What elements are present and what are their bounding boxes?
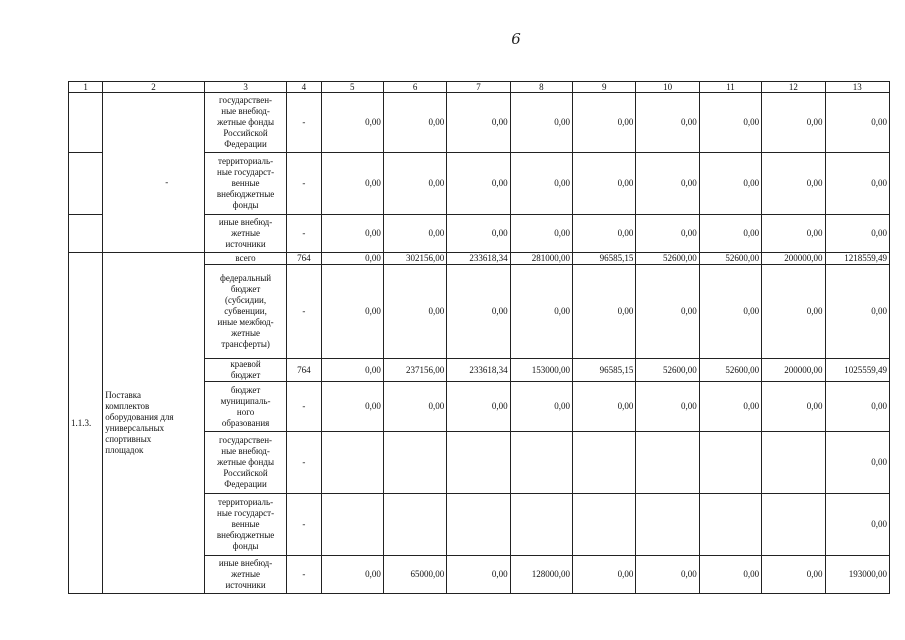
header-cell: 7 bbox=[447, 82, 510, 93]
value-cell bbox=[699, 494, 761, 556]
value-cell: 0,00 bbox=[825, 153, 889, 215]
kbk-cell: 764 bbox=[287, 253, 321, 265]
value-cell: 52600,00 bbox=[699, 359, 761, 382]
value-cell bbox=[510, 494, 572, 556]
value-cell: 0,00 bbox=[447, 556, 510, 594]
value-cell: 0,00 bbox=[762, 556, 825, 594]
header-cell: 5 bbox=[321, 82, 383, 93]
value-cell bbox=[699, 432, 761, 494]
value-cell: 233618,34 bbox=[447, 253, 510, 265]
value-cell: 302156,00 bbox=[383, 253, 446, 265]
value-cell: 233618,34 bbox=[447, 359, 510, 382]
value-cell: 0,00 bbox=[321, 215, 383, 253]
value-cell: 0,00 bbox=[573, 556, 636, 594]
kbk-cell: - bbox=[287, 215, 321, 253]
value-cell bbox=[321, 494, 383, 556]
value-cell: 0,00 bbox=[573, 153, 636, 215]
table-row bbox=[69, 93, 890, 153]
value-cell: 153000,00 bbox=[510, 359, 572, 382]
value-cell: 200000,00 bbox=[762, 253, 825, 265]
source-cell: государствен- ные внебюд- жетные фонды Российской Федерации bbox=[204, 432, 287, 494]
header-cell: 11 bbox=[699, 82, 761, 93]
value-cell: 0,00 bbox=[321, 153, 383, 215]
value-cell: 0,00 bbox=[762, 215, 825, 253]
header-row bbox=[69, 82, 890, 93]
header-cell: 3 bbox=[204, 82, 287, 93]
value-cell: 0,00 bbox=[383, 215, 446, 253]
value-cell: 0,00 bbox=[573, 93, 636, 153]
source-cell: всего bbox=[204, 253, 287, 265]
value-cell: 0,00 bbox=[762, 265, 825, 359]
value-cell: 0,00 bbox=[573, 215, 636, 253]
budget-table bbox=[68, 81, 890, 594]
value-cell: 0,00 bbox=[699, 382, 761, 432]
value-cell: 96585,15 bbox=[573, 253, 636, 265]
value-cell: 0,00 bbox=[321, 265, 383, 359]
value-cell: 0,00 bbox=[321, 556, 383, 594]
value-cell bbox=[573, 432, 636, 494]
item-code-cell: 1.1.3. bbox=[69, 253, 103, 594]
value-cell: 0,00 bbox=[383, 93, 446, 153]
source-cell: государствен- ные внебюд- жетные фонды Российской Федерации bbox=[204, 93, 287, 153]
source-cell: бюджет муниципаль- ного образования bbox=[204, 382, 287, 432]
value-cell: 1025559,49 bbox=[825, 359, 889, 382]
value-cell bbox=[383, 494, 446, 556]
value-cell bbox=[321, 432, 383, 494]
value-cell: 0,00 bbox=[825, 93, 889, 153]
value-cell: 0,00 bbox=[699, 556, 761, 594]
kbk-cell: 764 bbox=[287, 359, 321, 382]
value-cell: 0,00 bbox=[573, 382, 636, 432]
value-cell bbox=[636, 432, 699, 494]
source-cell: территориаль- ные государст- венные внебюджетные фонды bbox=[204, 494, 287, 556]
value-cell bbox=[510, 432, 572, 494]
value-cell bbox=[383, 432, 446, 494]
value-cell: 0,00 bbox=[825, 494, 889, 556]
value-cell bbox=[573, 494, 636, 556]
value-cell: 52600,00 bbox=[636, 253, 699, 265]
kbk-cell: - bbox=[287, 153, 321, 215]
value-cell: 237156,00 bbox=[383, 359, 446, 382]
value-cell: 0,00 bbox=[699, 265, 761, 359]
value-cell bbox=[636, 494, 699, 556]
value-cell: 0,00 bbox=[825, 215, 889, 253]
value-cell: 0,00 bbox=[510, 265, 572, 359]
value-cell bbox=[762, 494, 825, 556]
header-cell: 9 bbox=[573, 82, 636, 93]
value-cell: 0,00 bbox=[321, 382, 383, 432]
value-cell: 0,00 bbox=[321, 93, 383, 153]
source-cell: иные внебюд- жетные источники bbox=[204, 215, 287, 253]
code-cell bbox=[69, 215, 103, 253]
header-cell: 13 bbox=[825, 82, 889, 93]
kbk-cell: - bbox=[287, 432, 321, 494]
header-cell: 2 bbox=[103, 82, 205, 93]
value-cell: 96585,15 bbox=[573, 359, 636, 382]
value-cell: 0,00 bbox=[510, 93, 572, 153]
table-row bbox=[69, 253, 890, 265]
value-cell: 200000,00 bbox=[762, 359, 825, 382]
value-cell: 0,00 bbox=[510, 153, 572, 215]
name-cell bbox=[103, 93, 205, 253]
value-cell: 0,00 bbox=[699, 93, 761, 153]
value-cell: 0,00 bbox=[383, 153, 446, 215]
value-cell: 0,00 bbox=[699, 215, 761, 253]
value-cell: 193000,00 bbox=[825, 556, 889, 594]
value-cell: 281000,00 bbox=[510, 253, 572, 265]
header-cell: 12 bbox=[762, 82, 825, 93]
header-cell: 8 bbox=[510, 82, 572, 93]
kbk-cell: - bbox=[287, 93, 321, 153]
value-cell: 0,00 bbox=[510, 382, 572, 432]
kbk-cell: - bbox=[287, 494, 321, 556]
value-cell: 0,00 bbox=[573, 265, 636, 359]
value-cell: 65000,00 bbox=[383, 556, 446, 594]
value-cell: 0,00 bbox=[383, 265, 446, 359]
value-cell: 0,00 bbox=[447, 93, 510, 153]
value-cell: 128000,00 bbox=[510, 556, 572, 594]
source-cell: территориаль- ные государст- венные внебюджетные фонды bbox=[204, 153, 287, 215]
value-cell: 0,00 bbox=[636, 265, 699, 359]
value-cell: 52600,00 bbox=[636, 359, 699, 382]
kbk-cell: - bbox=[287, 265, 321, 359]
value-cell bbox=[447, 432, 510, 494]
value-cell: 0,00 bbox=[636, 215, 699, 253]
value-cell: 0,00 bbox=[321, 359, 383, 382]
value-cell: 0,00 bbox=[447, 382, 510, 432]
value-cell: 0,00 bbox=[447, 215, 510, 253]
value-cell: 0,00 bbox=[636, 153, 699, 215]
value-cell: 0,00 bbox=[383, 382, 446, 432]
value-cell: 0,00 bbox=[699, 153, 761, 215]
header-cell: 4 bbox=[287, 82, 321, 93]
header-cell: 1 bbox=[69, 82, 103, 93]
value-cell: 0,00 bbox=[321, 253, 383, 265]
item-name-cell: Поставка комплектов оборудования для универсальных спортивных площадок bbox=[103, 253, 205, 594]
source-cell: иные внебюд- жетные источники bbox=[204, 556, 287, 594]
header-cell: 6 bbox=[383, 82, 446, 93]
value-cell: 0,00 bbox=[825, 432, 889, 494]
value-cell: 0,00 bbox=[510, 215, 572, 253]
source-cell: краевой бюджет bbox=[204, 359, 287, 382]
page-number: 6 bbox=[511, 30, 521, 48]
value-cell: 52600,00 bbox=[699, 253, 761, 265]
value-cell bbox=[447, 494, 510, 556]
source-cell: федеральный бюджет (субсидии, субвенции, иные межбюд- жетные трансферты) bbox=[204, 265, 287, 359]
value-cell: 1218559,49 bbox=[825, 253, 889, 265]
kbk-cell: - bbox=[287, 556, 321, 594]
dash-mark: - bbox=[165, 177, 169, 187]
value-cell bbox=[762, 432, 825, 494]
value-cell: 0,00 bbox=[636, 556, 699, 594]
value-cell: 0,00 bbox=[825, 265, 889, 359]
kbk-cell: - bbox=[287, 382, 321, 432]
code-cell bbox=[69, 93, 103, 153]
value-cell: 0,00 bbox=[825, 382, 889, 432]
value-cell: 0,00 bbox=[762, 382, 825, 432]
value-cell: 0,00 bbox=[636, 382, 699, 432]
value-cell: 0,00 bbox=[762, 93, 825, 153]
code-cell bbox=[69, 153, 103, 215]
header-cell: 10 bbox=[636, 82, 699, 93]
value-cell: 0,00 bbox=[762, 153, 825, 215]
value-cell: 0,00 bbox=[636, 93, 699, 153]
value-cell: 0,00 bbox=[447, 153, 510, 215]
value-cell: 0,00 bbox=[447, 265, 510, 359]
